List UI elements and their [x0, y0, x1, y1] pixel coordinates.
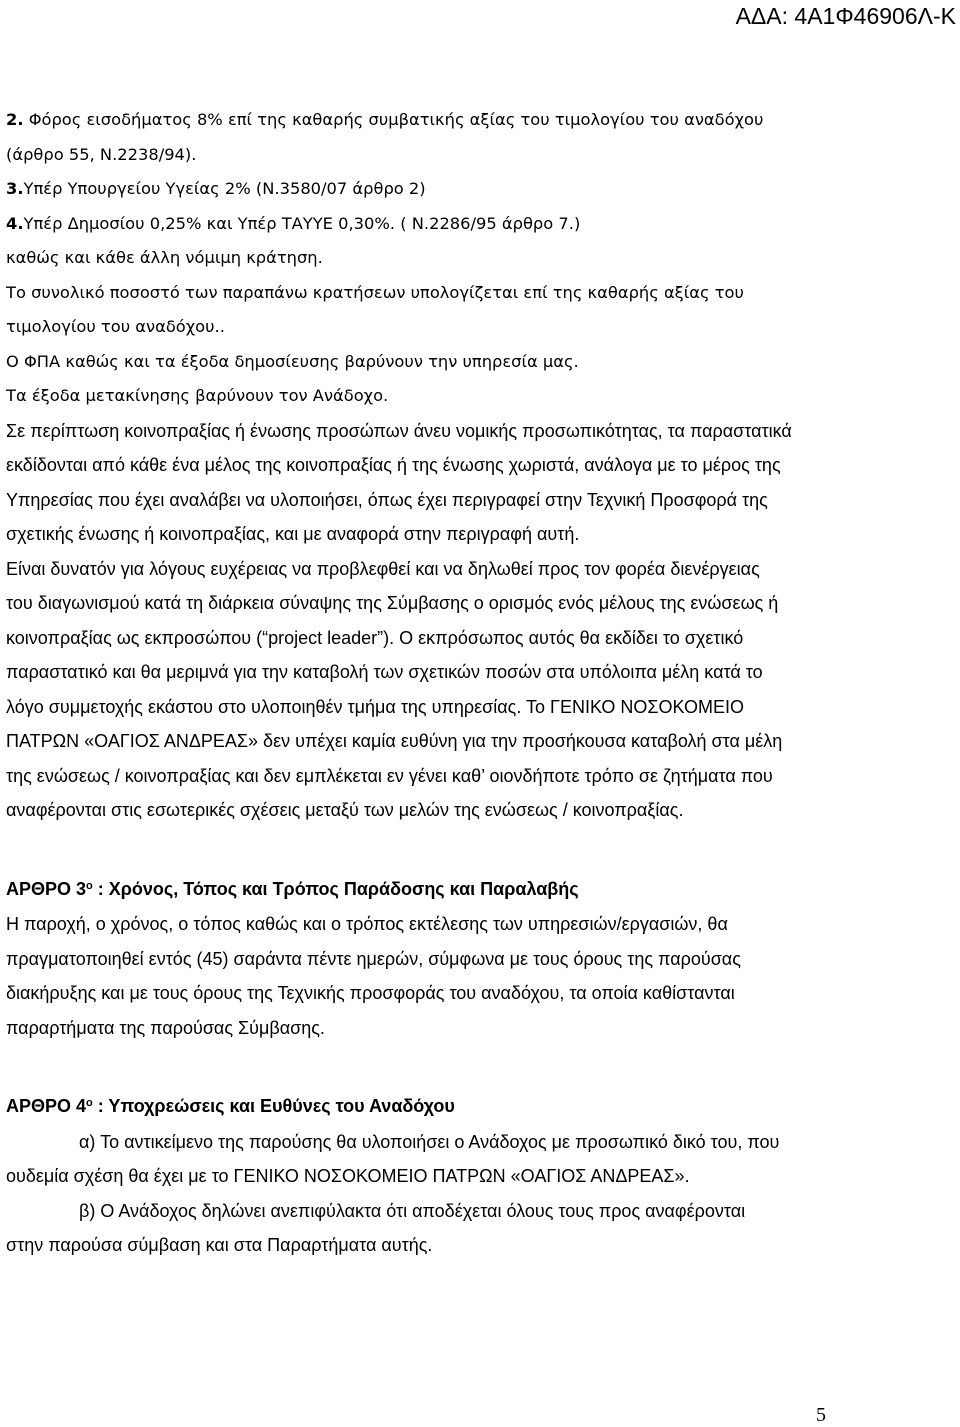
text-line: της ενώσεως / κοινοπραξίας και δεν εμπλέκεται εν γένει καθ’ οιονδήποτε τρόπο σε ζητήματα που	[6, 765, 773, 786]
text-line: τιμολογίου του αναδόχου..	[6, 317, 225, 336]
text-line: Τα έξοδα μετακίνησης βαρύνουν τον Ανάδοχο.	[6, 386, 389, 405]
text-line: σχετικής ένωσης ή κοινοπραξίας, και με αναφορά στην περιγραφή αυτή.	[6, 524, 580, 544]
list-number: 2.	[6, 110, 24, 129]
document-body	[6, 102, 952, 1262]
text-line: στην παρούσα σύμβαση και στα Παραρτήματα αυτής.	[6, 1235, 433, 1255]
article-3-heading: ΑΡΘΡΟ $3^o$ : Χρόνος, Τόπος και Τρόπος Παράδοσης και Παραλαβής	[6, 878, 579, 899]
text-line: Σε περίπτωση κοινοπραξίας ή ένωσης προσώπων άνευ νομικής προσωπικότητας, τα παραστατικά	[6, 420, 792, 441]
list-number: 3.	[6, 179, 24, 198]
text-line: α) Το αντικείμενο της παρούσης θα υλοποιήσει ο Ανάδοχος με προσωπικό δικό του, που	[79, 1131, 780, 1152]
list-item: (άρθρο 55, Ν.2238/94).	[6, 144, 197, 164]
text-line: του διαγωνισμού κατά τη διάρκεια σύναψης της Σύμβασης ο ορισμός ενός μέλους της ενώσεως ή	[6, 593, 779, 613]
text-line: Το συνολικό ποσοστό των παραπάνω κρατήσεων υπολογίζεται επί της καθαρής αξίας του	[6, 282, 744, 302]
list-item: 3.Υπέρ Υπουργείου Υγείας 2% (Ν.3580/07 άρθρο 2)	[6, 179, 426, 198]
text-line: καθώς και κάθε άλλη νόμιμη κράτηση.	[6, 248, 323, 267]
text-line: Η παροχή, ο χρόνος, ο τόπος καθώς και ο τρόπος εκτέλεσης των υπηρεσιών/εργασιών, θα	[6, 914, 728, 934]
text-line: Είναι δυνατόν για λόγους ευχέρειας να προβλεφθεί και να δηλωθεί προς τον φορέα διενέργειας	[6, 558, 760, 579]
text-line: Υπηρεσίας που έχει αναλάβει να υλοποιήσει, όπως έχει περιγραφεί στην Τεχνική Προσφορά της	[6, 489, 768, 510]
text-line: παραρτήματα της παρούσας Σύμβασης.	[6, 1017, 325, 1038]
article-4-heading: ΑΡΘΡΟ $4^o$ : Υποχρεώσεις και Ευθύνες του Αναδόχου	[6, 1096, 455, 1116]
text-line: β) Ο Ανάδοχος δηλώνει ανεπιφύλακτα ότι αποδέχεται όλους τους προς αναφέρονται	[79, 1200, 746, 1221]
list-item: 4.Υπέρ Δημοσίου 0,25% και Υπέρ ΤΑΥΥΕ 0,30%. ( Ν.2286/95 άρθρο 7.)	[6, 213, 581, 233]
text-line: λόγο συμμετοχής εκάστου στο υλοποιηθέν τμήμα της υπηρεσίας. Το ΓΕΝΙΚΟ ΝΟΣΟΚΟΜΕΙΟ	[6, 696, 744, 717]
ada-code: ΑΔΑ: 4Α1Φ46906Λ-Κ	[735, 3, 956, 29]
text-line: αναφέρονται στις εσωτερικές σχέσεις μεταξύ των μελών της ενώσεως / κοινοπραξίας.	[6, 800, 684, 820]
list-number: 4.	[6, 213, 24, 233]
list-item: 2. Φόρος εισοδήματος 8% επί της καθαρής συμβατικής αξίας του τιμολογίου του αναδόχου	[6, 110, 764, 129]
page-number: 5	[816, 1404, 826, 1426]
text-line: ΠΑΤΡΩΝ «ΟΑΓΙΟΣ ΑΝΔΡΕΑΣ» δεν υπέχει καμία ευθύνη για την προσήκουσα καταβολή στα μέλη	[6, 731, 783, 751]
text-line: πραγματοποιηθεί εντός (45) σαράντα πέντε ημερών, σύμφωνα με τους όρους της παρούσας	[6, 948, 741, 969]
text-line: παραστατικό και θα μεριμνά για την καταβολή των σχετικών ποσών στα υπόλοιπα μέλη κατά το	[6, 662, 763, 682]
text-line: κοινοπραξίας ως εκπροσώπου (“project leader”). Ο εκπρόσωπος αυτός θα εκδίδει το σχετικό	[6, 627, 744, 648]
text-line: ουδεμία σχέση θα έχει με το ΓΕΝΙΚΟ ΝΟΣΟΚΟΜΕΙΟ ΠΑΤΡΩΝ «ΟΑΓΙΟΣ ΑΝΔΡΕΑΣ».	[6, 1166, 690, 1186]
text-line: διακήρυξης και με τους όρους της Τεχνικής προσφοράς του αναδόχου, τα οποία καθίστανται	[6, 983, 735, 1003]
text-line: Ο ΦΠΑ καθώς και τα έξοδα δημοσίευσης βαρύνουν την υπηρεσία μας.	[6, 351, 579, 371]
text-line: εκδίδονται από κάθε ένα μέλος της κοινοπραξίας ή της ένωσης χωριστά, ανάλογα με το μέρος της	[6, 455, 781, 475]
